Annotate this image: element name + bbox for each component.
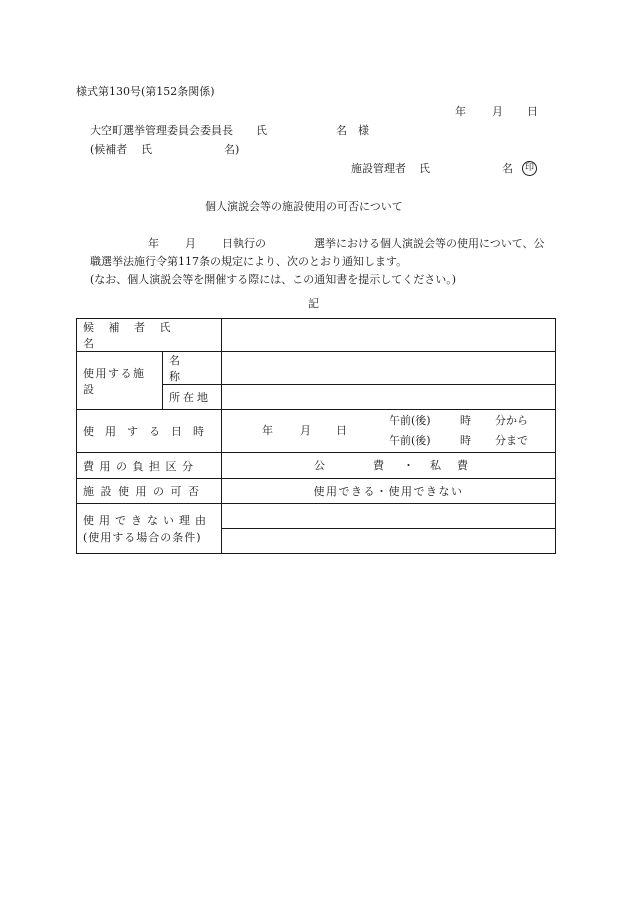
candidate-shi: 氏 xyxy=(141,143,152,156)
facility-name-label: 名称 xyxy=(169,354,194,383)
addressee-mei: 名 xyxy=(336,124,347,137)
form-number: 様式第130号(第152条関係) xyxy=(76,85,215,98)
from-ampm: 午前(後) xyxy=(389,414,431,427)
document-title: 個人演説会等の施設使用の可否について xyxy=(205,200,403,213)
seal-mark xyxy=(522,161,537,176)
reason-label-line1: 使用できない理由 xyxy=(83,513,211,527)
row-facility-name xyxy=(77,352,556,385)
cost-private: 私 xyxy=(430,459,441,472)
facility-address-label: 所在地 xyxy=(169,391,211,404)
cost-label-cell xyxy=(77,453,222,479)
date-month: 月 xyxy=(492,105,503,118)
body-year: 年 xyxy=(148,237,159,250)
datetime-label-cell xyxy=(77,410,222,453)
row-reason-1 xyxy=(77,504,556,529)
body-line3: (なお、個人演説会等を開催する際には、この通知書を提示してください。) xyxy=(90,273,457,286)
addressee-honorific: 様 xyxy=(358,124,369,137)
facility-name-label-cell xyxy=(163,352,222,385)
candidate-mei-close: 名) xyxy=(224,143,240,156)
facility-name-value[interactable] xyxy=(222,352,556,385)
facility-label-cell xyxy=(77,352,163,410)
candidate-name-label-text: 候補者氏名 xyxy=(83,321,185,350)
cost-value[interactable] xyxy=(222,453,556,479)
reason-label-line2: (使用する場合の条件) xyxy=(83,530,202,544)
candidate-name-value[interactable] xyxy=(222,319,556,352)
availability-value[interactable]: 使用できる・使用できない xyxy=(222,479,556,504)
candidate-name-label xyxy=(83,319,209,351)
from-min: 分から xyxy=(495,414,528,427)
availability-label: 施設使用の可否 xyxy=(83,485,206,498)
ki-heading: 記 xyxy=(308,297,319,310)
cost-hi2: 費 xyxy=(457,459,468,472)
facility-label: 使用する施設 xyxy=(83,366,146,396)
addressee-shi: 氏 xyxy=(256,124,267,137)
facility-manager-mei: 名 xyxy=(502,162,513,175)
from-hour: 時 xyxy=(460,414,471,427)
body-line2: 職選挙法施行令第117条の規定により、次のとおり通知します。 xyxy=(90,255,408,268)
datetime-value[interactable] xyxy=(222,410,556,453)
reason-label-cell xyxy=(77,504,222,554)
application-table xyxy=(76,318,556,554)
facility-address-value[interactable] xyxy=(222,385,556,410)
dt-year: 年 xyxy=(262,424,273,437)
row-cost xyxy=(77,453,556,479)
row-candidate-name xyxy=(77,319,556,352)
addressee-title: 大空町選挙管理委員会委員長 xyxy=(90,124,233,137)
cost-hi1: 費 xyxy=(373,459,384,472)
body-day-exec: 日執行の xyxy=(222,237,266,250)
facility-manager-title: 施設管理者 xyxy=(351,162,406,175)
datetime-label: 使用する日時 xyxy=(83,425,215,438)
body-month: 月 xyxy=(185,237,196,250)
candidate-name-label-cell xyxy=(77,319,222,352)
dt-day: 日 xyxy=(336,424,347,437)
reason-value-2[interactable] xyxy=(222,529,556,554)
reason-value-1[interactable] xyxy=(222,504,556,529)
availability-label-cell xyxy=(77,479,222,504)
dt-month: 月 xyxy=(300,424,311,437)
date-day: 日 xyxy=(527,105,538,118)
seal-icon: 印 xyxy=(522,161,537,176)
candidate-open: (候補者 xyxy=(90,143,128,156)
row-datetime xyxy=(77,410,556,453)
cost-public: 公 xyxy=(314,459,325,472)
body-line1-rest: 選挙における個人演説会等の使用について、公 xyxy=(314,237,545,250)
date-year: 年 xyxy=(455,105,466,118)
cost-label: 費用の負担区分 xyxy=(83,459,199,473)
row-availability xyxy=(77,479,556,504)
facility-address-label-cell xyxy=(163,385,222,410)
to-hour: 時 xyxy=(460,434,471,447)
cost-dot: ・ xyxy=(403,459,414,472)
to-min: 分まで xyxy=(495,434,528,447)
facility-manager-shi: 氏 xyxy=(419,162,430,175)
to-ampm: 午前(後) xyxy=(389,434,431,447)
